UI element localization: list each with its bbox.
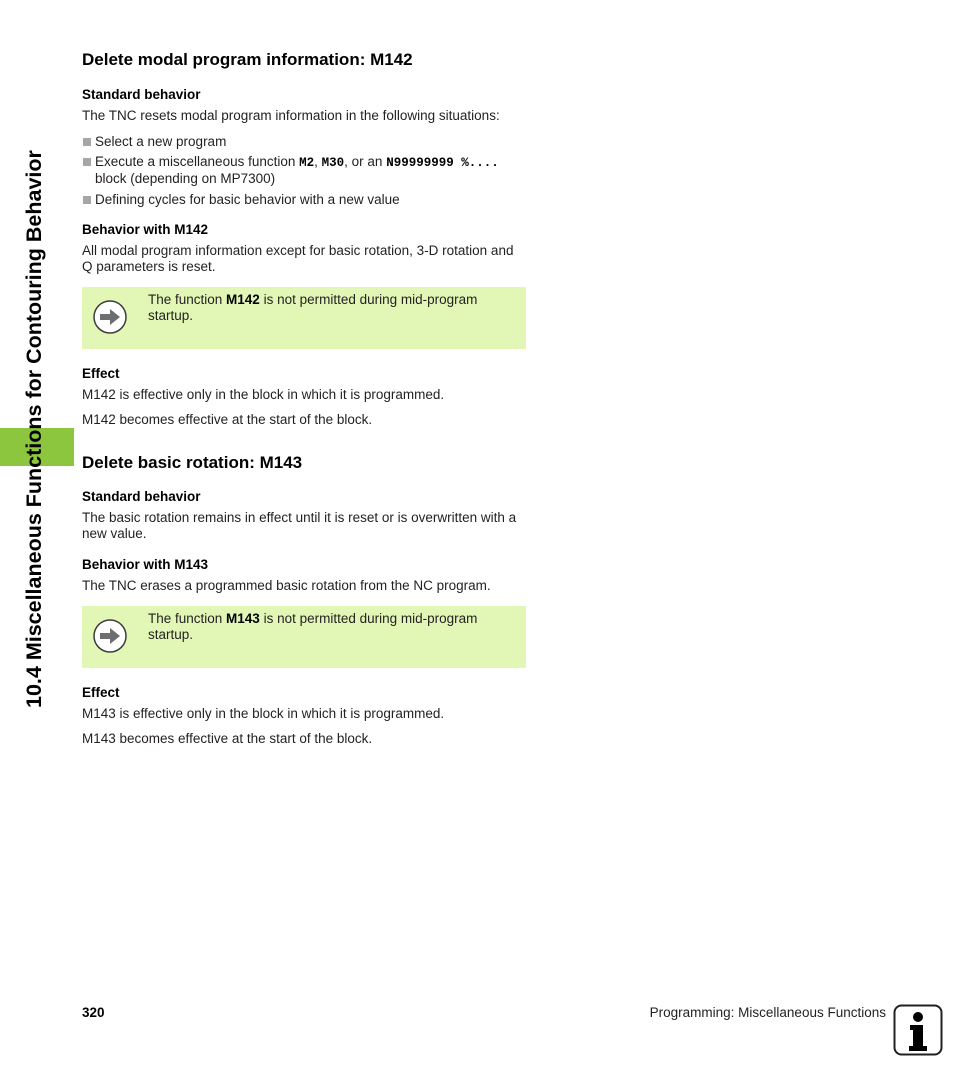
m143-standard-paragraph: The basic rotation remains in effect until it is reset or is overwritten with a new value.: [82, 510, 517, 541]
m142-standard-heading: Standard behavior: [82, 87, 201, 102]
chapter-side-title: 10.4 Miscellaneous Functions for Contouring Behavior: [22, 150, 46, 708]
m142-standard-intro: [82, 108, 526, 124]
m142-effect-line-1: M142 is effective only in the block in which it is programmed.: [82, 387, 445, 402]
list-item-text: Select a new program: [95, 134, 227, 149]
note-text-post: is not permitted during mid-program startup.: [148, 611, 478, 642]
arrow-right-icon: [93, 619, 127, 653]
arrow-right-icon: [93, 300, 127, 334]
m143-note-box: [82, 606, 526, 668]
list-item-text: , or an: [344, 154, 387, 169]
note-function-name: M143: [226, 611, 260, 626]
m143-effect-line-1: M143 is effective only in the block in which it is programmed.: [82, 706, 445, 721]
list-item-text: Execute a miscellaneous function: [95, 154, 300, 169]
m142-heading: Delete modal program information: M142: [82, 50, 413, 69]
list-item: [82, 154, 526, 187]
m142-effect-line-2: M142 becomes effective at the start of the block.: [82, 412, 373, 427]
m143-effect-heading: Effect: [82, 685, 120, 700]
m142-bullet-list: [82, 134, 526, 208]
m143-note-text: [148, 611, 520, 643]
m143-effect-line-2: M143 becomes effective at the start of the block.: [82, 731, 373, 746]
list-item-text: ,: [314, 154, 322, 169]
m142-standard-intro-text: The TNC resets modal program information in the following situations:: [82, 108, 500, 123]
note-text-post: is not permitted during mid-program startup.: [148, 292, 478, 323]
note-text-pre: The function: [148, 292, 227, 307]
m142-behavior-paragraph: All modal program information except for basic rotation, 3-D rotation and Q parameters is reset.: [82, 243, 514, 274]
bullet-square-icon: [83, 138, 91, 146]
m142-effect-heading: Effect: [82, 366, 120, 381]
code-m2: M2: [299, 156, 315, 170]
info-icon: [893, 1004, 943, 1056]
footer-section-title: Programming: Miscellaneous Functions: [649, 1005, 886, 1020]
list-item-text: block (depending on MP7300): [95, 171, 276, 186]
m143-heading: Delete basic rotation: M143: [82, 453, 303, 472]
m142-behavior-text: [82, 243, 526, 275]
m142-note-box: [82, 287, 526, 349]
m142-note-text: [148, 292, 520, 324]
page-number: 320: [82, 1005, 105, 1020]
note-text-pre: The function: [148, 611, 227, 626]
m143-behavior-text: [82, 578, 526, 594]
m143-behavior-heading: Behavior with M143: [82, 557, 209, 572]
list-item-text: Defining cycles for basic behavior with a new value: [95, 192, 400, 207]
m143-behavior-paragraph: The TNC erases a programmed basic rotation from the NC program.: [82, 578, 491, 593]
bullet-square-icon: [83, 158, 91, 166]
m143-standard-heading: Standard behavior: [82, 489, 201, 504]
code-m30: M30: [321, 156, 345, 170]
note-function-name: M142: [226, 292, 260, 307]
code-block-number: N99999999 %....: [386, 156, 499, 170]
bullet-square-icon: [83, 196, 91, 204]
m142-behavior-heading: Behavior with M142: [82, 222, 209, 237]
m143-standard-text: [82, 510, 526, 542]
list-item: [82, 192, 526, 208]
list-item: [82, 134, 526, 150]
